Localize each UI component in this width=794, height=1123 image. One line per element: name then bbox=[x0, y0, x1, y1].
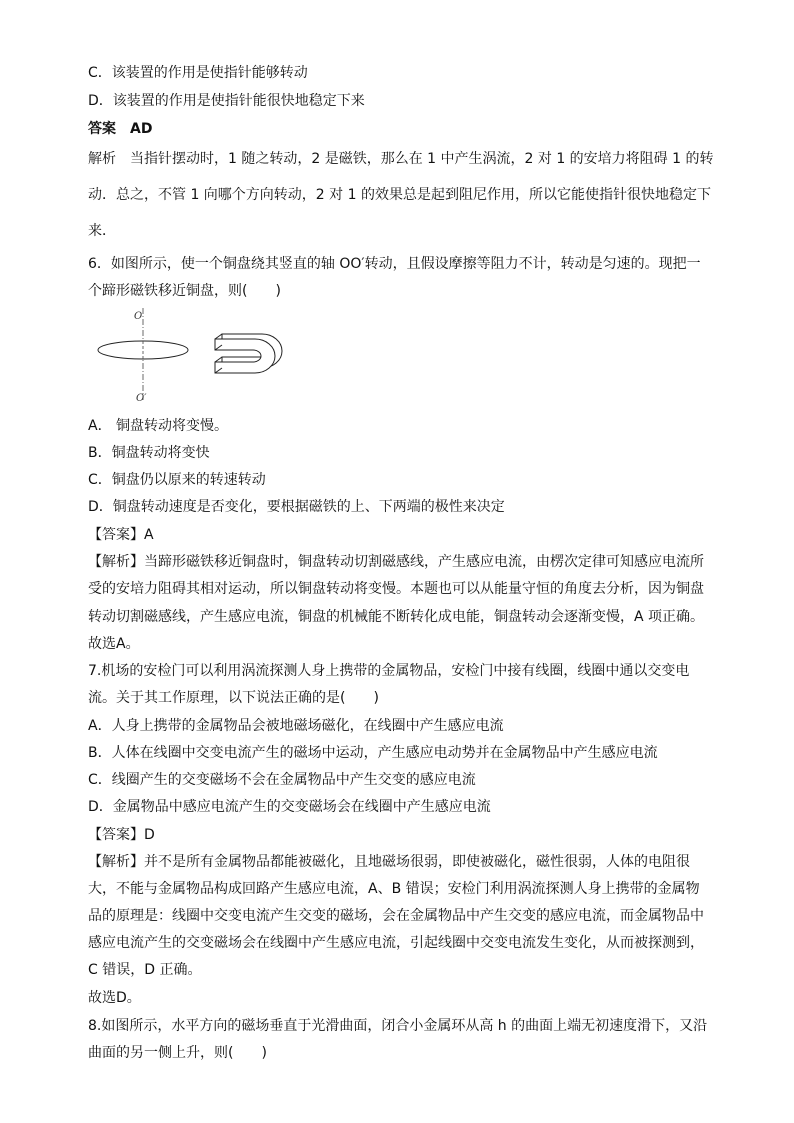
q5-analysis-line-1: 解析 当指针摆动时，1 随之转动，2 是磁铁，那么在 1 中产生涡流，2 对 1 的安培力将阻碍 1 的转 bbox=[88, 151, 714, 167]
q6-answer: 【答案】A bbox=[88, 527, 154, 543]
q6-conclusion: 故选A。 bbox=[88, 636, 140, 652]
q7-analysis-line-2: 大，不能与金属物品构成回路产生感应电流，A、B 错误；安检门利用涡流探测人身上携带的金属物 bbox=[88, 881, 700, 897]
q7-option-a: A．人身上携带的金属物品会被地磁场磁化，在线圈中产生感应电流 bbox=[88, 718, 504, 734]
q7-stem-line-2: 流。关于其工作原理，以下说法正确的是( ) bbox=[88, 690, 379, 706]
q5-option-c: C．该装置的作用是使指针能够转动 bbox=[88, 65, 308, 81]
axis-label-bottom: O′ bbox=[136, 393, 147, 404]
q5-answer: 答案 AD bbox=[88, 121, 153, 137]
q7-answer: 【答案】D bbox=[88, 827, 155, 843]
q5-analysis-line-3: 来． bbox=[88, 223, 116, 239]
q7-stem-line-1: 7.机场的安检门可以利用涡流探测人身上携带的金属物品，安检门中接有线圈，线圈中通以交变电 bbox=[88, 663, 690, 679]
axis-label-top: O bbox=[134, 311, 143, 322]
q7-analysis-line-3: 品的原理是：线圈中交变电流产生交变的磁场，会在金属物品中产生交变的感应电流，而金属物品中 bbox=[88, 908, 704, 924]
q6-option-d: D．铜盘转动速度是否变化，要根据磁铁的上、下两端的极性来决定 bbox=[88, 499, 505, 515]
q7-option-d: D．金属物品中感应电流产生的交变磁场会在线圈中产生感应电流 bbox=[88, 799, 491, 815]
q6-stem-line-1: 6．如图所示，使一个铜盘绕其竖直的轴 OO′转动，且假设摩擦等阻力不计，转动是匀速的。现把一 bbox=[88, 256, 701, 272]
q6-option-c: C．铜盘仍以原来的转速转动 bbox=[88, 472, 266, 488]
q7-analysis-line-5: C 错误，D 正确。 bbox=[88, 962, 202, 978]
q5-analysis-line-2: 动．总之，不管 1 向哪个方向转动，2 对 1 的效果总是起到阻尼作用，所以它能使指针很快地稳定下 bbox=[88, 187, 711, 203]
q6-option-a: A． 铜盘转动将变慢。 bbox=[88, 418, 229, 434]
q7-analysis-line-1: 【解析】并不是所有金属物品都能被磁化，且地磁场很弱，即使被磁化，磁性很弱，人体的电阻很 bbox=[88, 854, 690, 870]
q6-analysis-line-2: 受的安培力阻碍其相对运动，所以铜盘转动将变慢。本题也可以从能量守恒的角度去分析，因为铜盘 bbox=[88, 581, 704, 597]
q7-analysis-line-4: 感应电流产生的交变磁场会在线圈中产生感应电流，引起线圈中交变电流发生变化，从而被探测到， bbox=[88, 935, 704, 951]
q6-analysis-line-1: 【解析】当蹄形磁铁移近铜盘时，铜盘转动切割磁感线，产生感应电流，由楞次定律可知感应电流所 bbox=[88, 554, 704, 570]
q7-option-b: B．人体在线圈中交变电流产生的磁场中运动，产生感应电动势并在金属物品中产生感应电流 bbox=[88, 745, 658, 761]
q6-stem-line-2: 个蹄形磁铁移近铜盘，则( ) bbox=[88, 283, 281, 299]
q8-stem-line-2: 曲面的另一侧上升，则( ) bbox=[88, 1045, 267, 1061]
horseshoe-magnet-icon bbox=[215, 334, 282, 373]
q6-option-b: B．铜盘转动将变快 bbox=[88, 445, 210, 461]
copper-disk-magnet-figure bbox=[90, 308, 290, 404]
q8-stem-line-1: 8.如图所示，水平方向的磁场垂直于光滑曲面，闭合小金属环从高 h 的曲面上端无初速度滑下，又沿 bbox=[88, 1018, 708, 1034]
q5-option-d: D．该装置的作用是使指针能很快地稳定下来 bbox=[88, 93, 365, 109]
q6-analysis-line-3: 转动切割磁感线，产生感应电流，铜盘的机械能不断转化成电能，铜盘转动会逐渐变慢，A 项正确。 bbox=[88, 609, 705, 625]
q7-option-c: C．线圈产生的交变磁场不会在金属物品中产生交变的感应电流 bbox=[88, 772, 476, 788]
q7-conclusion: 故选D。 bbox=[88, 990, 141, 1006]
